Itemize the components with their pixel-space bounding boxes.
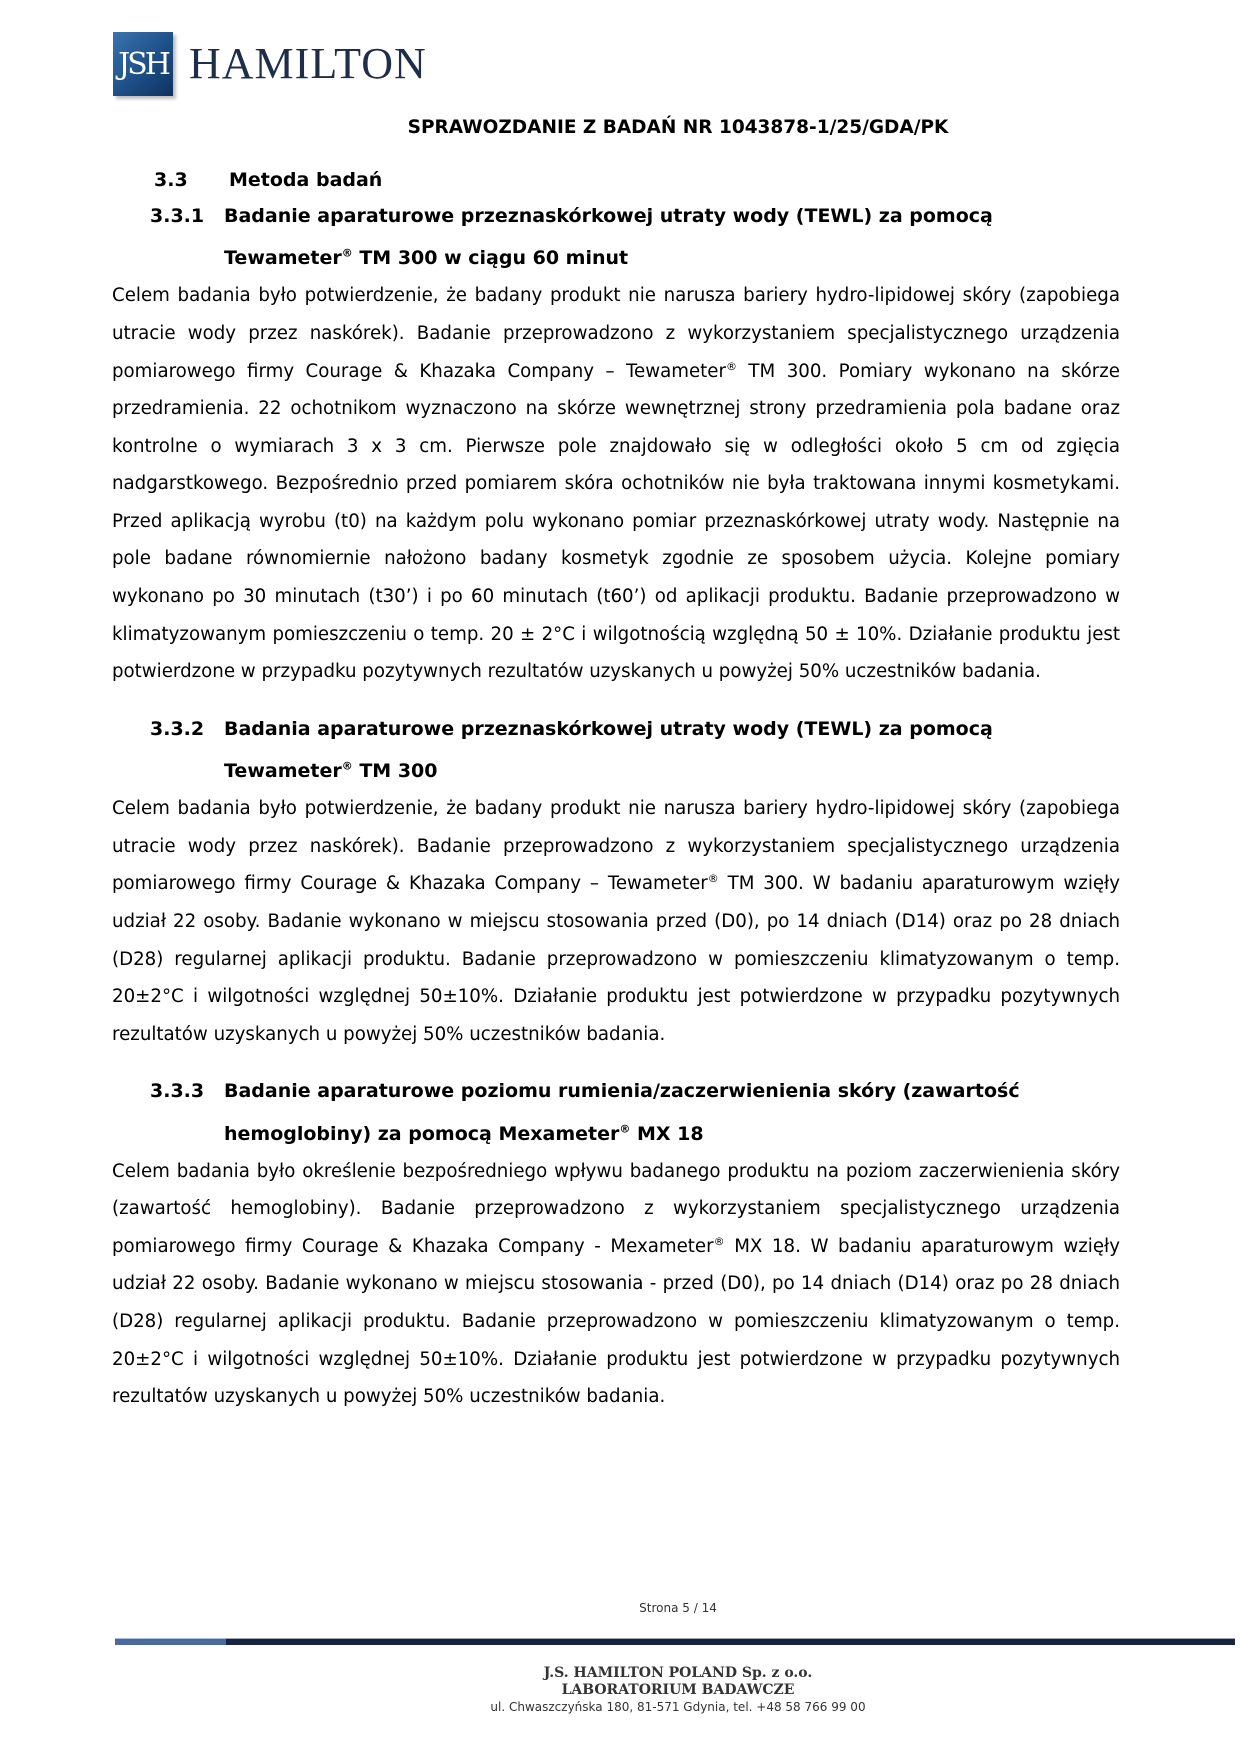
subsection-title-line2 (224, 247, 628, 269)
subsection-heading-3-3-3 (112, 1073, 1120, 1152)
subsection-heading-3-3-2 (112, 711, 1120, 790)
registered-mark: ® (341, 247, 353, 260)
section-title: Metoda badań (229, 169, 383, 191)
subsection-number: 3.3.1 (150, 205, 205, 227)
subsection-paragraph (112, 790, 1120, 1053)
registered-mark: ® (713, 1234, 725, 1248)
logo-mark: JSH (113, 32, 173, 96)
subsection-title-line1: Badanie aparaturowe przeznaskórkowej utraty wody (TEWL) za pomocą (224, 205, 993, 227)
title-text: TM 300 (352, 760, 438, 783)
paragraph-text: TM 300. Pomiary wykonano na skórze przedramienia. 22 ochotnikom wyznaczono na skórze wewnętrznej strony przedramienia pola badane oraz kontrolne o wymiarach 3 x 3 cm. Pierwsze pole znajdowało się w odległości około 5 cm od zgięcia nadgarstkowego. Bezpośrednio przed pomiarem skóra ochotników nie była traktowana innymi kosmetykami. Przed aplikacją wyrobu (t0) na każdym polu wykonano pomiar przeznaskórkowej utraty wody. Następnie na pole badane równomiernie nałożono badany kosmetyk zgodnie ze sposobem użycia. Kolejne pomiary wykonano po 30 minutach (t30’) i po 60 minutach (t60’) od aplikacji produktu. Badanie przeprowadzono w klimatyzowanym pomieszczeniu o temp. 20 ± 2°C i wilgotnością względną 50 ± 10%. Działanie produktu jest potwierdzone w przypadku pozytywnych rezultatów uzyskanych u powyżej 50% uczestników badania. (112, 360, 1121, 683)
section-number: 3.3 (154, 169, 188, 191)
subsection-paragraph (112, 277, 1120, 691)
footer-company (0, 1665, 1241, 1699)
subsection-number: 3.3.3 (150, 1080, 205, 1103)
registered-mark: ® (341, 759, 353, 773)
subsection-title-line1: Badanie aparaturowe poziomu rumienia/zaczerwienienia skóry (zawartość (224, 1080, 1020, 1103)
title-text: Tewameter (224, 247, 342, 270)
company-logo (113, 30, 427, 98)
company-department: LABORATORIUM BADAWCZE (561, 1682, 795, 1698)
page-number: Strona 5 / 14 (639, 1601, 717, 1615)
paragraph-text: Celem badania było potwierdzenie, że badany produkt nie narusza bariery hydro-lipidowej skóry (zapobiega utracie wody przez naskórek). Badanie przeprowadzono z wykorzystaniem specjalistycznego urządzenia pomiarowego firmy Courage & Khazaka Company – Tewameter (112, 285, 1120, 382)
registered-mark: ® (725, 359, 737, 373)
paragraph-text: TM 300. W badaniu aparaturowym wzięły udział 22 osoby. Badanie wykonano w miejscu stosowania przed (D0), po 14 dniach (D14) oraz po 28 dniach (D28) regularnej aplikacji produktu. Badanie przeprowadzono w pomieszczeniu klimatyzowanym o temp. 20±2°C i wilgotności względnej 50±10%. Działanie produktu jest potwierdzone w przypadku pozytywnych rezultatów uzyskanych u powyżej 50% uczestników badania. (112, 873, 1120, 1045)
subsection-paragraph (112, 1153, 1120, 1416)
paragraph-text: Celem badania było potwierdzenie, że badany produkt nie narusza bariery hydro-lipidowej skóry (zapobiega utracie wody przez naskórek). Badanie przeprowadzono z wykorzystaniem specjalistycznego urządzenia pomiarowego firmy Courage & Khazaka Company – Tewameter (112, 798, 1120, 895)
title-text: MX 18 (630, 1122, 704, 1145)
title-text: Tewameter (224, 760, 342, 783)
paragraph-text: MX 18. W badaniu aparaturowym wzięły udział 22 osoby. Badanie wykonano w miejscu stosowania - przed (D0), po 14 dniach (D14) oraz po 28 dniach (D28) regularnej aplikacji produktu. Badanie przeprowadzono w pomieszczeniu klimatyzowanym o temp. 20±2°C i wilgotności względnej 50±10%. Działanie produktu jest potwierdzone w przypadku pozytywnych rezultatów uzyskanych u powyżej 50% uczestników badania. (112, 1235, 1120, 1408)
document-body (112, 162, 1120, 1416)
report-title: SPRAWOZDANIE Z BADAŃ NR 1043878-1/25/GDA/PK (407, 117, 949, 138)
paragraph-text: Celem badania było określenie bezpośredniego wpływu badanego produktu na poziom zaczerwienienia skóry (zawartość hemoglobiny). Badanie przeprowadzono z wykorzystaniem specjalistycznego urządzenia pomiarowego firmy Courage & Khazaka Company - Mexameter (112, 1160, 1120, 1257)
footer-divider-main (226, 1638, 1235, 1645)
title-text: hemoglobiny) za pomocą Mexameter (224, 1122, 620, 1145)
subsection-title-line2 (224, 1123, 704, 1145)
subsection-heading-3-3-1 (112, 198, 1120, 277)
registered-mark: ® (707, 872, 719, 886)
logo-wordmark: HAMILTON (189, 39, 427, 88)
subsection-title-line1: Badania aparaturowe przeznaskórkowej utraty wody (TEWL) za pomocą (224, 717, 993, 740)
subsection-title-line2 (224, 760, 438, 782)
company-address: ul. Chwaszczyńska 180, 81-571 Gdynia, tel. +48 58 766 99 00 (490, 1700, 866, 1714)
title-text: TM 300 w ciągu 60 minut (352, 247, 629, 270)
footer-divider-accent (115, 1638, 226, 1645)
footer-divider (115, 1638, 1235, 1645)
section-heading (112, 162, 1120, 198)
subsection-number: 3.3.2 (150, 717, 205, 740)
registered-mark: ® (619, 1122, 631, 1136)
company-name: J.S. HAMILTON POLAND Sp. z o.o. (543, 1665, 813, 1681)
